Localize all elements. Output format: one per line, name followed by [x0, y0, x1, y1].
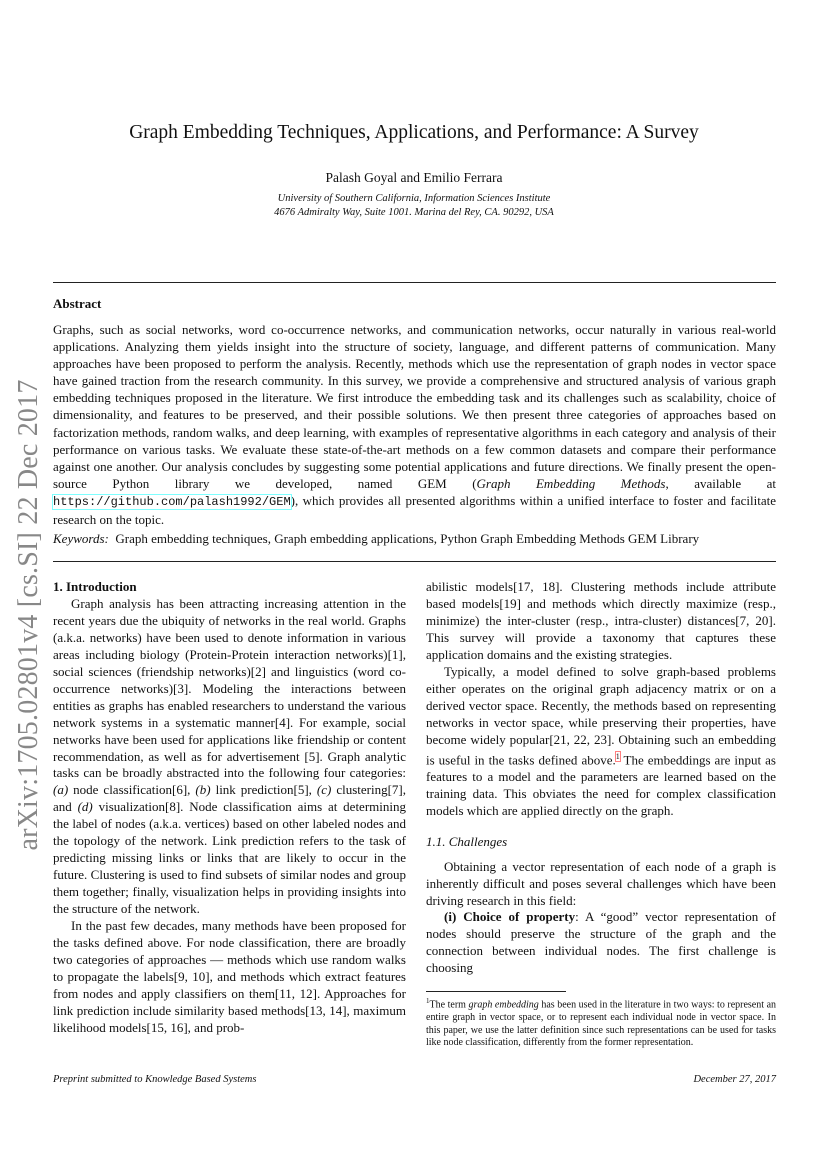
footnote-link[interactable]: 1 [615, 751, 620, 761]
footnote: $^1$The term graph embedding has been used in the literature in two ways: to represent an entire graph in vector space, or to represent each individual node in vector space. In this paper, we use the latter definition since such representations can be used for tasks like node classification, differently from the former representation. [426, 997, 777, 1049]
keywords-rule [53, 561, 776, 562]
keywords-label: Keywords: [53, 531, 109, 546]
github-link[interactable]: https://github.com/palash1992/GEM [53, 494, 291, 509]
paper-title: Graph Embedding Techniques, Applications, and Performance: A Survey [129, 122, 699, 143]
choice-of-property-paragraph: (i) Choice of property: A “good” vector representation of nodes should preserve the structure of the graph and the connection between individual nodes. The first challenge is choosing [426, 909, 776, 976]
arxiv-stamp: arXiv:1705.02801v4 [cs.SI] 22 Dec 2017 [13, 379, 44, 851]
top-rule [53, 282, 776, 283]
abstract-heading: Abstract [53, 296, 102, 311]
right-paragraph-2: Typically, a model defined to solve graph-based problems either operates on the original graph adjacency matrix or on a derived vector space. Recently, the methods based on representing networks in vector space, while preserving their properties, have become widely popular[21, 22, 23]. Obtaining such an embedding is useful in the tasks defined above.$^1$ The embeddings are input as features to a model and the parameters are learned based on the training data. This obviates the need for complex classification models which are applied directly on the graph. [426, 663, 776, 818]
intro-paragraph-2: In the past few decades, many methods have been proposed for the tasks defined above. For node classification, there are broadly two categories of approaches — methods which use random walks to propagate the labels[9, 10], and methods which extract features from nodes and apply classifiers on them[11, 12]. Approaches for link prediction include similarity based methods[13, 14], maximum likelihood models[15, 16], and prob- [53, 918, 406, 1035]
section-heading-introduction: 1. Introduction [53, 579, 137, 594]
affiliation-line-2: 4676 Admiralty Way, Suite 1001. Marina del Rey, CA. 90292, USA [274, 207, 554, 218]
authors: Palash Goyal and Emilio Ferrara [325, 170, 503, 185]
left-column [53, 579, 406, 1037]
abstract-body: Graphs, such as social networks, word co-occurrence networks, and communication networks, occur naturally in various real-world applications. Analyzing them yields insight into the structure of society, language, and different patterns of communication. Many approaches have been proposed to perform the analysis. Recently, methods which use the representation of graph nodes in vector space have gained traction from the research community. In this survey, we provide a comprehensive and structured analysis of various graph embedding techniques proposed in the literature. We first introduce the embedding task and its challenges such as scalability, choice of dimensionality, and features to be preserved, and their possible solutions. We then present three categories of approaches based on factorization methods, random walks, and deep learning, with examples of representative algorithms in each category and analysis of their performance on various tasks. We evaluate these state-of-the-art methods on a few common datasets and compare their performance against one another. Our analysis concludes by suggesting some potential applications and future directions. We finally present the open-source Python library we developed, named GEM (Graph Embedding Methods, available at https://github.com/palash1992/GEM), which provides all presented algorithms within a unified interface to foster and facilitate research on the topic. [53, 322, 776, 528]
intro-paragraph-1: Graph analysis has been attracting increasing attention in the recent years due the ubiquity of networks in the real world. Graphs (a.k.a. networks) have been used to denote information in various areas including biology (Protein-Protein interaction networks)[1], social sciences (friendship networks)[2] and linguistics (word co-occurrence networks)[3]. Modeling the interactions between entities as graphs has enabled researchers to understand the various network systems in a systematic manner[4]. For example, social networks have been used for applications like friendship or content recommendation, as well as for advertisement [5]. Graph analytic tasks can be broadly abstracted into the following four categories: (a) node classification[6], (b) link prediction[5], (c) clustering[7], and (d) visualization[8]. Node classification aims at determining the label of nodes (a.k.a. vertices) based on other labeled nodes and the topology of the network. Link prediction refers to the task of predicting missing links or links that are likely to occur in the future. Clustering is used to find subsets of similar nodes and group them together; finally, visualization helps in providing insights into the structure of the network. [53, 595, 407, 917]
challenges-paragraph: Obtaining a vector representation of each node of a graph is inherently difficult and poses several challenges which have been driving research in this field: [426, 858, 776, 908]
right-paragraph-1: abilistic models[17, 18]. Clustering methods include attribute based models[19] and methods which directly maximize (resp., minimize) the inter-cluster (resp., intra-cluster) distances[7, 20]. This survey will provide a taxonomy that captures these application domains and the existing strategies. [426, 579, 776, 662]
subsection-heading-challenges: 1.1. Challenges [426, 833, 508, 849]
affiliation-line-1: University of Southern California, Information Sciences Institute [277, 193, 551, 204]
footer-preprint-note: Preprint submitted to Knowledge Based Systems [53, 1074, 257, 1085]
footnote-rule [426, 991, 566, 992]
footer-date: December 27, 2017 [693, 1074, 776, 1085]
right-column [426, 579, 776, 977]
keywords: Keywords: Graph embedding techniques, Graph embedding applications, Python Graph Embedding Methods GEM Library [53, 531, 700, 546]
